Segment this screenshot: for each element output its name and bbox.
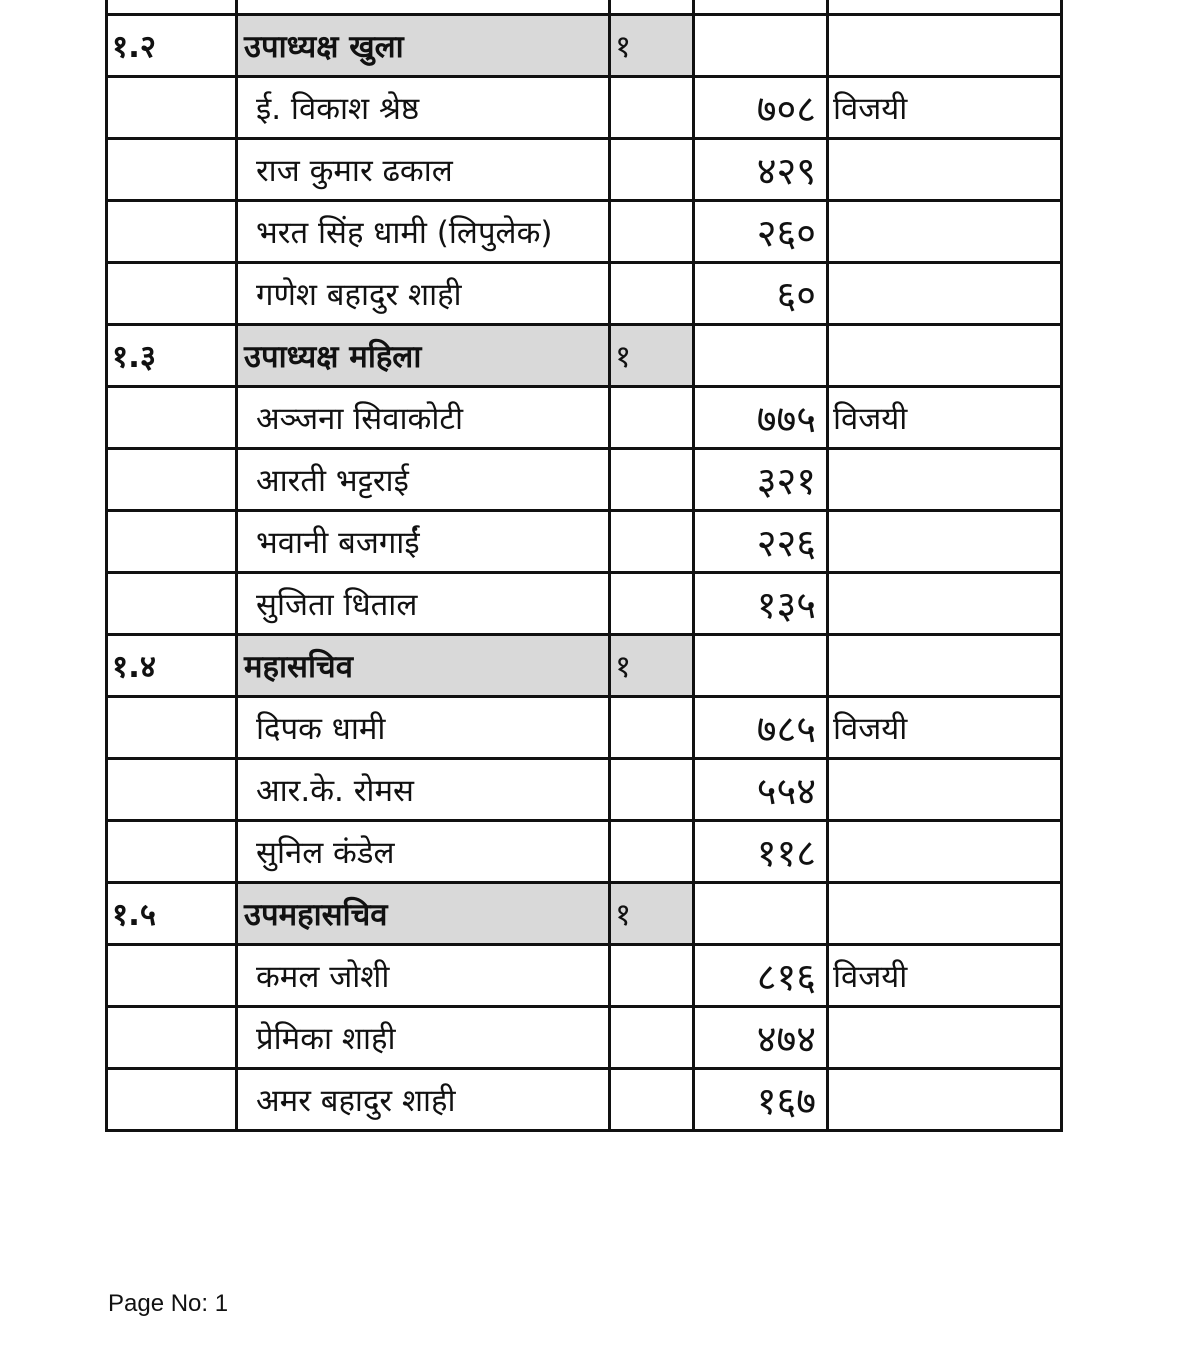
candidate-name: आरती भट्टराई [237,449,610,511]
seat-count: १ [610,15,694,77]
empty-number-cell [107,511,237,573]
section-number: १.४ [107,635,237,697]
candidate-name: दिपक धामी [237,697,610,759]
stub-cell [610,0,694,15]
empty-result-cell [828,325,1062,387]
empty-votes-cell [694,635,828,697]
vote-count: २२६ [694,511,828,573]
candidate-name: ई. विकाश श्रेष्ठ [237,77,610,139]
seat-count: १ [610,635,694,697]
candidate-name: आर.के. रोमस [237,759,610,821]
vote-count: ६० [694,263,828,325]
result-status [828,263,1062,325]
empty-result-cell [828,15,1062,77]
section-number: १.३ [107,325,237,387]
empty-number-cell [107,573,237,635]
vote-count: १६७ [694,1069,828,1131]
election-results-table [105,0,1063,1132]
result-status [828,201,1062,263]
seat-count: १ [610,325,694,387]
candidate-row [107,1069,1062,1131]
empty-number-cell [107,1007,237,1069]
result-status [828,449,1062,511]
result-status [828,573,1062,635]
section-number: १.५ [107,883,237,945]
candidate-name: भरत सिंह धामी (लिपुलेक) [237,201,610,263]
empty-seats-cell [610,449,694,511]
candidate-name: गणेश बहादुर शाही [237,263,610,325]
candidate-name: राज कुमार ढकाल [237,139,610,201]
post-row [107,635,1062,697]
vote-count: ८१६ [694,945,828,1007]
result-status: विजयी [828,387,1062,449]
candidate-name: कमल जोशी [237,945,610,1007]
candidate-row [107,759,1062,821]
empty-seats-cell [610,201,694,263]
vote-count: ४७४ [694,1007,828,1069]
result-status [828,1007,1062,1069]
candidate-row [107,387,1062,449]
result-status [828,139,1062,201]
empty-number-cell [107,697,237,759]
empty-number-cell [107,139,237,201]
post-title: उपाध्यक्ष खुला [237,15,610,77]
empty-number-cell [107,201,237,263]
vote-count: ७७५ [694,387,828,449]
empty-number-cell [107,1069,237,1131]
vote-count: ३२१ [694,449,828,511]
empty-seats-cell [610,1007,694,1069]
empty-seats-cell [610,511,694,573]
candidate-row [107,139,1062,201]
candidate-row [107,821,1062,883]
candidate-name: सुजिता धिताल [237,573,610,635]
candidate-row [107,201,1062,263]
table-top-stub-row [107,0,1062,15]
candidate-row [107,1007,1062,1069]
page-number-footer: Page No: 1 [108,1290,229,1317]
empty-seats-cell [610,945,694,1007]
candidate-name: अञ्जना सिवाकोटी [237,387,610,449]
result-status [828,759,1062,821]
empty-seats-cell [610,263,694,325]
section-number: १.२ [107,15,237,77]
result-status [828,1069,1062,1131]
candidate-row [107,697,1062,759]
vote-count: ७०८ [694,77,828,139]
stub-cell [237,0,610,15]
election-results-body [107,0,1062,1131]
empty-seats-cell [610,1069,694,1131]
result-status: विजयी [828,945,1062,1007]
empty-number-cell [107,77,237,139]
empty-seats-cell [610,387,694,449]
post-row [107,15,1062,77]
vote-count: ११८ [694,821,828,883]
result-status [828,511,1062,573]
vote-count: ४२९ [694,139,828,201]
candidate-row [107,77,1062,139]
empty-seats-cell [610,77,694,139]
candidate-name: अमर बहादुर शाही [237,1069,610,1131]
empty-seats-cell [610,821,694,883]
post-title: महासचिव [237,635,610,697]
seat-count: १ [610,883,694,945]
candidate-row [107,263,1062,325]
post-row [107,883,1062,945]
empty-votes-cell [694,325,828,387]
empty-seats-cell [610,759,694,821]
empty-number-cell [107,945,237,1007]
empty-seats-cell [610,697,694,759]
post-title: उपाध्यक्ष महिला [237,325,610,387]
vote-count: ७८५ [694,697,828,759]
empty-seats-cell [610,573,694,635]
empty-number-cell [107,759,237,821]
candidate-row [107,449,1062,511]
vote-count: १३५ [694,573,828,635]
empty-result-cell [828,883,1062,945]
candidate-row [107,511,1062,573]
vote-count: २६० [694,201,828,263]
result-status: विजयी [828,697,1062,759]
empty-number-cell [107,387,237,449]
post-title: उपमहासचिव [237,883,610,945]
empty-number-cell [107,449,237,511]
stub-cell [694,0,828,15]
stub-cell [828,0,1062,15]
empty-seats-cell [610,139,694,201]
result-status [828,821,1062,883]
candidate-row [107,573,1062,635]
empty-votes-cell [694,15,828,77]
candidate-name: प्रेमिका शाही [237,1007,610,1069]
candidate-name: सुनिल कंडेल [237,821,610,883]
stub-cell [107,0,237,15]
empty-number-cell [107,263,237,325]
empty-result-cell [828,635,1062,697]
post-row [107,325,1062,387]
result-status: विजयी [828,77,1062,139]
candidate-row [107,945,1062,1007]
empty-votes-cell [694,883,828,945]
candidate-name: भवानी बजगाईं [237,511,610,573]
vote-count: ५५४ [694,759,828,821]
empty-number-cell [107,821,237,883]
